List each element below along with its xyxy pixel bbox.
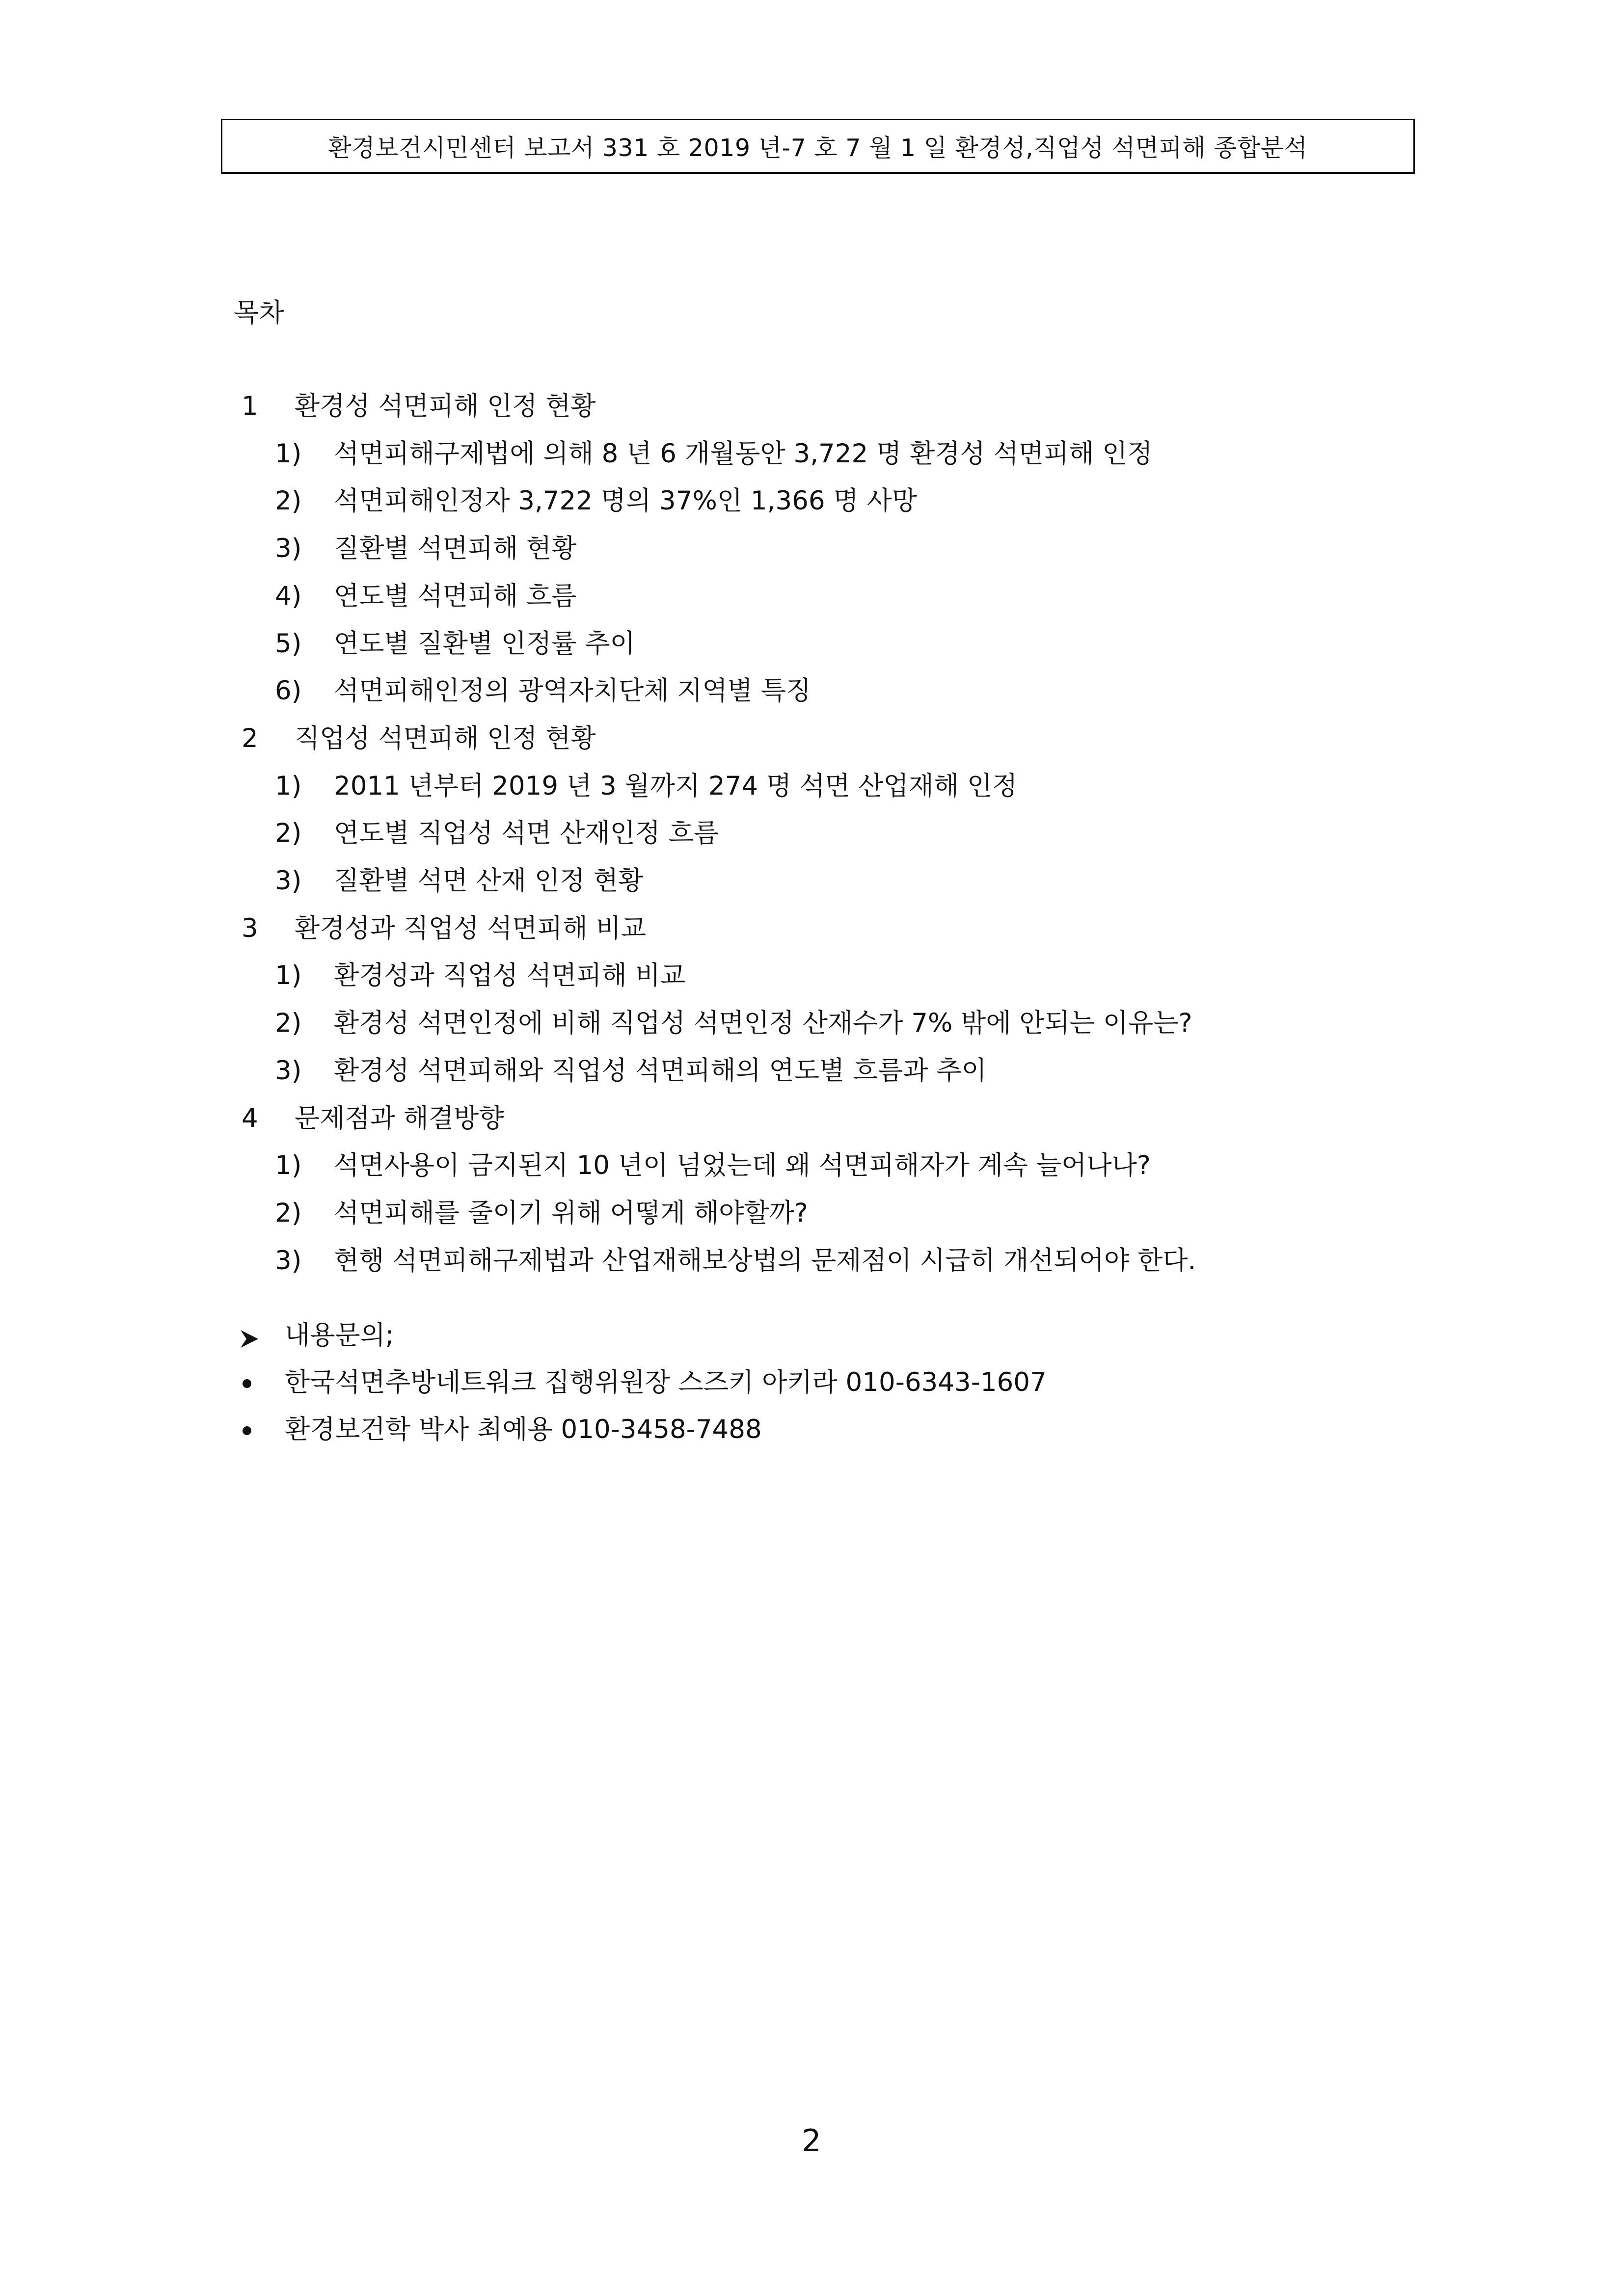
toc-item-label: 환경성 석면피해와 직업성 석면피해의 연도별 흐름과 추이 [334, 1055, 987, 1086]
toc-item-number: 1) [275, 771, 302, 801]
toc-item-number: 2) [275, 818, 302, 849]
toc-item-label: 석면사용이 금지된지 10 년이 넘었는데 왜 석면피해자가 계속 늘어나나? [334, 1150, 1151, 1181]
toc-item-label: 연도별 석면피해 흐름 [334, 581, 577, 611]
toc-item-label: 환경성과 직업성 석면피해 비교 [334, 961, 686, 991]
toc-item-label: 석면피해인정자 3,722 명의 37%인 1,366 명 사망 [334, 486, 917, 516]
toc-section-number: 2 [242, 723, 258, 753]
toc-item-number: 3) [275, 534, 302, 564]
toc-item-label: 질환별 석면피해 현황 [334, 534, 577, 564]
toc-title: 목차 [234, 298, 284, 328]
toc-item-label: 연도별 질환별 인정률 추이 [334, 628, 635, 659]
toc-item-number: 5) [275, 628, 302, 659]
report-header [221, 119, 1415, 174]
toc-section-label: 환경성과 직업성 석면피해 비교 [295, 913, 647, 943]
toc-item-label: 2011 년부터 2019 년 3 월까지 274 명 석면 산업재해 인정 [334, 771, 1018, 801]
dot-bullet-icon [240, 1413, 248, 1447]
toc-item-number: 2) [275, 1198, 302, 1228]
toc-item-number: 1) [275, 438, 302, 469]
arrow-bullet-icon [240, 1318, 259, 1353]
contact-heading-label: 내용문의; [285, 1320, 394, 1350]
toc-item-label: 석면피해를 줄이기 위해 어떻게 해야할까? [334, 1198, 808, 1228]
toc-item-number: 3) [275, 866, 302, 896]
toc-item-label: 연도별 직업성 석면 산재인정 흐름 [334, 818, 719, 849]
toc-section-number: 1 [242, 391, 258, 421]
contact-entry-label: 한국석면추방네트워크 집행위원장 스즈키 아키라 010-6343-1607 [285, 1367, 1047, 1397]
toc-item-number: 1) [275, 1150, 302, 1181]
toc-section-label: 직업성 석면피해 인정 현황 [295, 723, 596, 753]
toc-item-label: 질환별 석면 산재 인정 현황 [334, 866, 644, 896]
toc-item-label: 석면피해인정의 광역자치단체 지역별 특징 [334, 676, 812, 706]
contact-entry-label: 환경보건학 박사 최예용 010-3458-7488 [285, 1415, 762, 1444]
toc-section-label: 환경성 석면피해 인정 현황 [295, 391, 596, 421]
toc-item-label: 환경성 석면인정에 비해 직업성 석면인정 산재수가 7% 밖에 안되는 이유는? [334, 1008, 1192, 1039]
report-header-title: 환경보건시민센터 보고서 331 호 2019 년-7 호 7 월 1 일 환경성,직업성 석면피해 종합분석 [328, 134, 1308, 162]
toc-item-number: 4) [275, 581, 302, 611]
toc-item-number: 2) [275, 1008, 302, 1039]
dot-bullet-icon [240, 1365, 248, 1400]
toc-item-number: 3) [275, 1055, 302, 1086]
toc-item-label: 현행 석면피해구제법과 산업재해보상법의 문제점이 시급히 개선되어야 한다. [334, 1245, 1196, 1276]
toc-item-number: 1) [275, 961, 302, 991]
toc-item-number: 2) [275, 486, 302, 516]
toc-item-number: 3) [275, 1245, 302, 1276]
toc-section-label: 문제점과 해결방향 [295, 1103, 504, 1133]
toc-item-number: 6) [275, 676, 302, 706]
toc-section-number: 4 [242, 1103, 258, 1133]
page-number: 2 [802, 2123, 821, 2159]
toc-section-number: 3 [242, 913, 258, 943]
toc-item-label: 석면피해구제법에 의해 8 년 6 개월동안 3,722 명 환경성 석면피해 인정 [334, 438, 1153, 469]
